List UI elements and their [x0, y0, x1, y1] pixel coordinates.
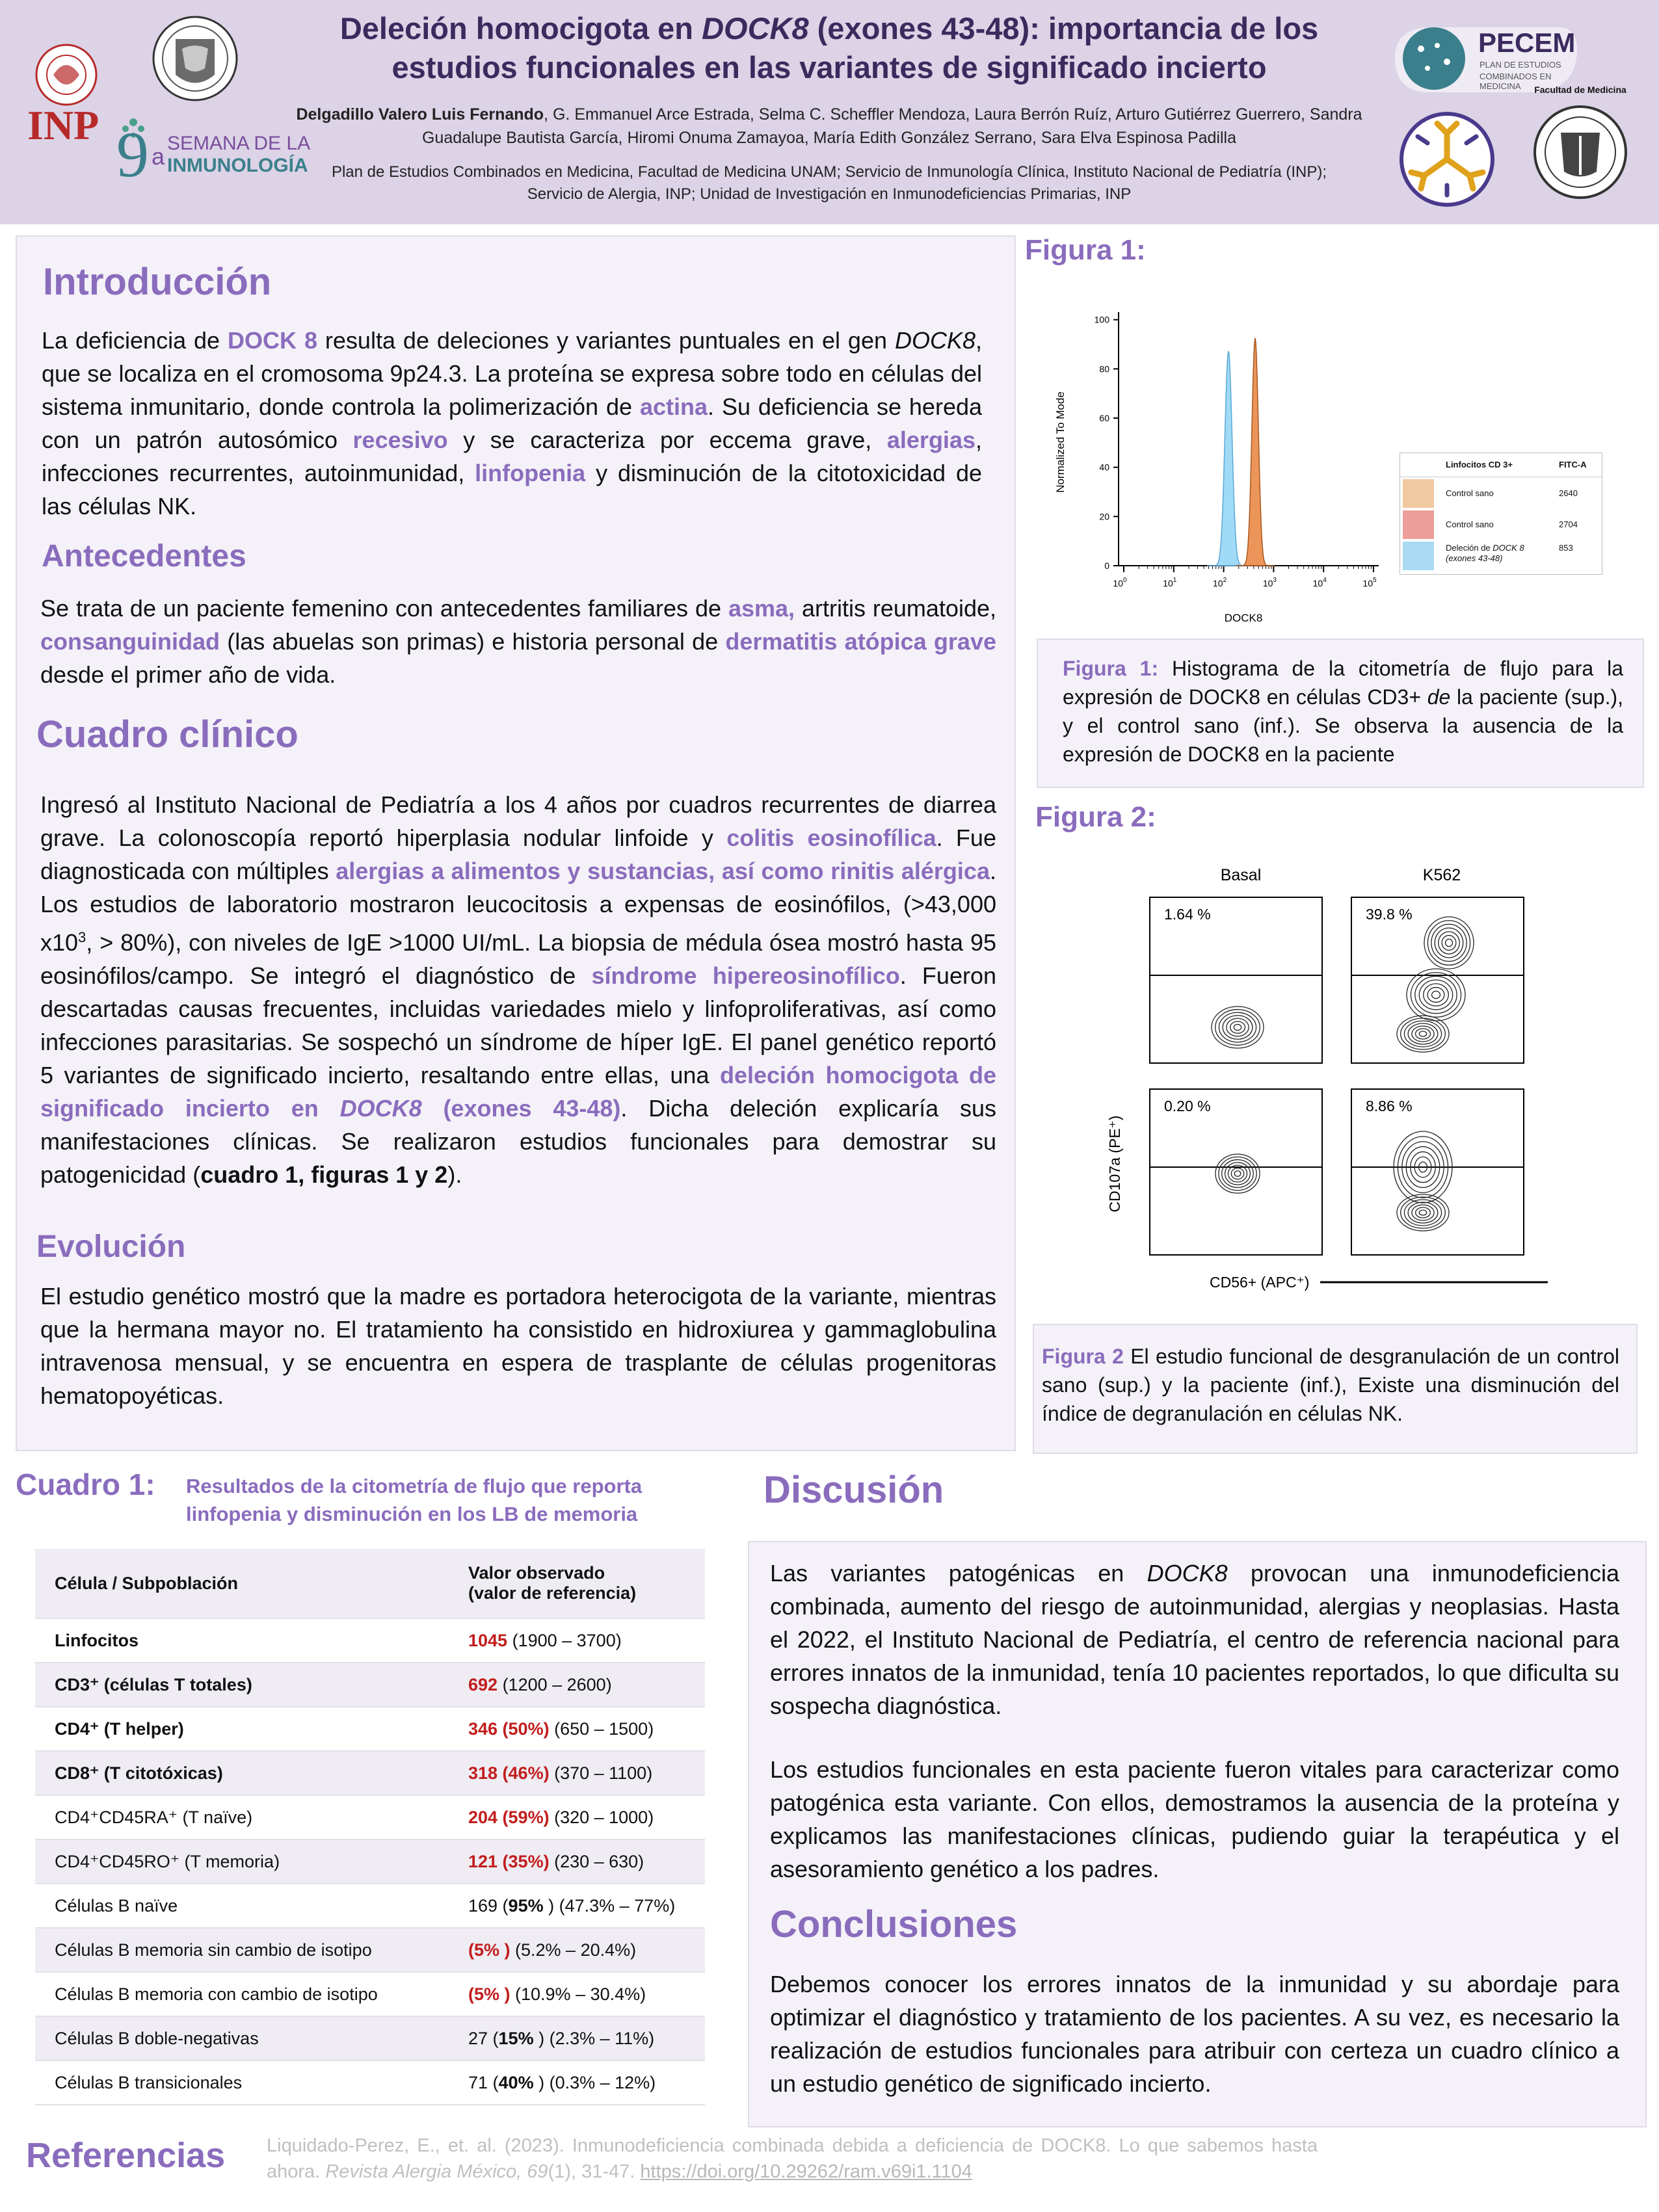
table-cell-population: CD4⁺CD45RA⁺ (T naïve)	[35, 1795, 449, 1839]
table-value-ref: (370 – 1100)	[549, 1763, 653, 1783]
table-value-pre: 71 (	[468, 2072, 499, 2092]
figura1-ytick-label: 60	[1099, 413, 1109, 424]
cuadro1-header-col2-line1: Valor observado	[468, 1563, 605, 1583]
semana-line1: SEMANA DE LA	[167, 133, 311, 154]
table-value-ref: ) (47.3% – 77%)	[543, 1895, 676, 1916]
evolucion-heading: Evolución	[36, 1230, 186, 1264]
table-value-obs: 318 (46%)	[468, 1763, 550, 1783]
introduccion-heading: Introducción	[43, 261, 272, 303]
table-cell-population: Linfocitos	[35, 1618, 449, 1663]
intro-hl-dock8: DOCK 8	[228, 327, 317, 354]
table-cell-value	[449, 1751, 705, 1795]
table-row	[35, 1795, 705, 1839]
table-row	[35, 2016, 705, 2061]
figura1-xtick-label	[1313, 577, 1327, 588]
figura2-panels	[1150, 897, 1524, 1255]
ref-doi-link[interactable]: https://doi.org/10.29262/ram.v69i1.1104	[640, 2161, 972, 2182]
cc-hl-alergias: alergias a alimentos y sustancias, así como rinitis alérgica	[336, 858, 990, 884]
discusion-p2: Los estudios funcionales en esta paciente fueron vitales para caracterizar como patogénica esta variante. Con ellos, demostramos la ausencia de la proteína y explicamos las manifestaciones clínicas, pudiendo guiar la terapéutica y el asesoramiento genético a los padres.	[770, 1756, 1619, 1882]
figura1-caption	[1063, 654, 1623, 769]
figura2-flow-plots	[1106, 858, 1561, 1300]
antibody-circle-icon	[1398, 111, 1496, 208]
ante-hl-consanguinidad: consanguinidad	[40, 628, 220, 655]
legend-label-patient-a: Deleción de	[1446, 543, 1493, 553]
figura1-yticks	[1095, 315, 1119, 571]
disc-p1-t1: Las variantes patogénicas en	[770, 1560, 1147, 1587]
intro-hl-alergias: alergias	[886, 427, 975, 453]
cuadro-clinico-heading: Cuadro clínico	[36, 713, 299, 756]
poster-affiliation: Plan de Estudios Combinados en Medicina, Facultad de Medicina UNAM; Servicio de Inmunología Clínica, Instituto Nacional de Pediatría (INP); Servicio de Alergia, INP; Unidad de Investigación en Inmunodeficiencias Primarias, INP	[331, 163, 1327, 203]
referencia-1	[267, 2133, 1318, 2185]
table-value-mid: 95%	[508, 1895, 544, 1916]
intro-t7: y disminución de la citotoxicidad de las células NK.	[42, 460, 982, 520]
table-value-obs: 346 (50%)	[468, 1718, 550, 1739]
semana-line2: INMUNOLOGÍA	[167, 155, 308, 176]
figura2-ylabel: CD107a (PE⁺)	[1106, 1115, 1123, 1213]
legend-value-control2: 2704	[1559, 520, 1578, 529]
table-value-mid: 40%	[498, 2072, 534, 2092]
other-authors: , G. Emmanuel Arce Estrada, Selma C. Scheffler Mendoza, Laura Berrón Ruíz, Arturo Gutiérrez Guerrero, Sandra Guadalupe Bautista García, Hiromi Onuma Zamayoa, María Edith González Serrano, Sara Elva Espinosa Padilla	[421, 105, 1362, 147]
table-cell-value	[449, 1795, 705, 1839]
cc-t6: . Dicha deleción explicaría sus manifestaciones clínicas. Se realizaron estudios funcionales para demostrar su patogenicidad (	[40, 1095, 996, 1188]
legend-value-patient: 853	[1559, 543, 1573, 553]
figura1-caption-label: Figura 1:	[1063, 657, 1159, 680]
poster-title	[273, 9, 1385, 87]
figura1-xtick-base: 10	[1213, 578, 1223, 588]
ante-t2: artritis reumatoide,	[795, 595, 996, 622]
figura1-xtick-base: 10	[1113, 578, 1124, 588]
intro-t2: resulta de deleciones y variantes puntuales en el gen	[317, 327, 895, 354]
table-value-ref: (10.9% – 30.4%)	[510, 1984, 646, 2004]
figura2-percentage: 39.8 %	[1366, 906, 1413, 923]
figura1-legend	[1400, 453, 1602, 575]
figura1-xtick-base: 10	[1163, 578, 1173, 588]
table-value-pre: 169 (	[468, 1895, 509, 1916]
figura2-caption-text: El estudio funcional de desgranulación de un control sano (sup.) y la paciente (inf.), Existe una disminución del índice de degranulación en células NK.	[1042, 1345, 1619, 1425]
title-gene: DOCK8	[702, 11, 809, 46]
table-value-obs: 692	[468, 1674, 498, 1694]
figura1-xtick-label	[1213, 577, 1227, 588]
ante-t3: (las abuelas son primas) e historia personal de	[220, 628, 726, 655]
pecem-text: PECEM	[1478, 27, 1576, 58]
figura1-ytick-label: 100	[1094, 314, 1109, 325]
legend-label-patient-gene: DOCK 8	[1493, 543, 1524, 553]
table-value-obs: 204 (59%)	[468, 1807, 550, 1827]
table-value-ref: (5.2% – 20.4%)	[510, 1940, 637, 1960]
table-row	[35, 2061, 705, 2105]
intro-hl-linfopenia: linfopenia	[475, 460, 586, 486]
table-row	[35, 1618, 705, 1663]
figura1-xtick-label	[1263, 577, 1277, 588]
figura1-xtick-base: 10	[1312, 578, 1323, 588]
table-cell-value	[449, 1618, 705, 1663]
figura1-xtick-exp: 2	[1223, 577, 1227, 584]
table-cell-population: Células B naïve	[35, 1884, 449, 1928]
intro-hl-recesivo: recesivo	[352, 427, 448, 453]
discusion-p1	[770, 1557, 1619, 1722]
disc-p1-t2: provocan una inmunodeficiencia combinada, aumento del riesgo de autoinmunidad, alergias y neoplasias. Hasta el 2022, el Instituto Nacional de Pediatría, el centro de referencia nacional para errores innatos de la inmunidad, tenía 10 pacientes reportados, lo que dificulta su sospecha diagnóstica.	[770, 1560, 1619, 1719]
table-row	[35, 1972, 705, 2016]
cc-hl-exones: (exones 43-48)	[421, 1095, 621, 1122]
inp-logo-text: INP	[27, 102, 100, 148]
cc-t5: . Fueron descartadas causas frecuentes, incluidas variedades mielo y linfoproliferativas, así como infecciones parasitarias. Se sospechó un síndrome de híper IgE. El panel genético reportó 5 variantes de significado incierto, resaltando entre ellas, una	[40, 962, 996, 1088]
legend-label-patient-b: (exones 43-48)	[1446, 553, 1503, 563]
cuadro1-table	[35, 1549, 705, 2105]
table-cell-value	[449, 1663, 705, 1707]
cuadro1-label: Cuadro 1:	[16, 1468, 155, 1501]
figura1-xtick-label	[1362, 577, 1377, 588]
table-value-ref: (1200 – 2600)	[498, 1674, 612, 1694]
figura1-xtick-exp: 5	[1373, 577, 1377, 584]
inp-logo	[20, 39, 114, 148]
figura1-ylabel: Normalized To Mode	[1054, 391, 1067, 493]
figura2-label: Figura 2:	[1035, 801, 1156, 833]
antecedentes-heading: Antecedentes	[42, 539, 246, 573]
table-row	[35, 1663, 705, 1707]
figura2-col2-label: K562	[1422, 866, 1461, 884]
legend-swatch-patient	[1403, 542, 1434, 570]
ref-t1: Liquidado-Perez, E., et. al. (2023). Inmunodeficiencia combinada debida a deficiencia de DOCK8. Lo que sabemos hasta ahora.	[267, 2135, 1318, 2182]
figura1-xtick-exp: 0	[1123, 577, 1127, 584]
intro-t1: La deficiencia de	[42, 327, 228, 354]
legend-label-patient	[1446, 543, 1524, 564]
cc-t2: . Fue diagnosticada con múltiples	[40, 824, 996, 884]
table-value-ref: ) (0.3% – 12%)	[533, 2072, 656, 2092]
title-part1: Deleción homocigota en	[339, 11, 702, 46]
table-value-obs: (5% )	[468, 1984, 511, 2004]
poster-authors	[286, 103, 1372, 150]
table-value-mid: 15%	[498, 2028, 534, 2048]
table-cell-population: CD3⁺ (células T totales)	[35, 1663, 449, 1707]
intro-gene: DOCK8	[894, 327, 975, 354]
table-cell-value	[449, 1707, 705, 1751]
cc-hl-gene: DOCK8	[339, 1095, 422, 1122]
table-cell-population: Células B memoria con cambio de isotipo	[35, 1972, 449, 2016]
legend-swatch-control1	[1403, 479, 1434, 508]
table-cell-population: CD4⁺ (T helper)	[35, 1707, 449, 1751]
facultad-medicina-logo	[1515, 85, 1645, 215]
figura1-xtick-exp: 4	[1323, 577, 1327, 584]
table-row	[35, 1928, 705, 1972]
figura2-caption	[1042, 1342, 1619, 1428]
table-cell-value	[449, 2016, 705, 2061]
table-value-ref: (650 – 1500)	[549, 1718, 654, 1739]
figura1-caption-t1: Histograma de la citometría de flujo para la expresión de DOCK8 en células CD3+	[1063, 657, 1624, 709]
figura1-control-histogram	[1236, 338, 1275, 566]
cc-sup: 3	[78, 929, 86, 945]
unam-shield-icon	[150, 13, 241, 111]
figura1-xtick-base: 10	[1262, 578, 1273, 588]
cuadro1-header-col2	[449, 1549, 705, 1618]
cc-t3: . Los estudios de laboratorio mostraron leucocitosis a expensas de eosinófilos, (>43,000 x10	[40, 858, 996, 956]
table-row	[35, 1751, 705, 1795]
figura1-xlabel: DOCK8	[1224, 612, 1263, 624]
figura1-ytick-label: 0	[1104, 560, 1109, 571]
figura2-panel	[1150, 1089, 1322, 1255]
introduccion-text	[42, 324, 982, 523]
figura1-xtick-label	[1163, 577, 1177, 588]
referencias-heading: Referencias	[26, 2136, 226, 2175]
intro-t6: , infecciones recurrentes, autoinmunidad,	[42, 427, 982, 486]
figura1-legend-header2: FITC-A	[1559, 460, 1587, 469]
cc-hl-sindrome: síndrome hipereosinofílico	[591, 962, 900, 989]
figura1-ytick-label: 40	[1099, 462, 1109, 473]
table-cell-population: CD8⁺ (T citotóxicas)	[35, 1751, 449, 1795]
figura1-caption-t2: la paciente (sup.), y el control sano (inf.). Se observa la ausencia de la expresión de DOCK8 en la paciente	[1063, 685, 1623, 766]
legend-swatch-control2	[1403, 510, 1434, 539]
table-cell-value	[449, 1972, 705, 2016]
figura2-xlabel: CD56+ (APC⁺)	[1210, 1274, 1310, 1291]
table-cell-population: Células B memoria sin cambio de isotipo	[35, 1928, 449, 1972]
figura2-percentage: 8.86 %	[1366, 1098, 1413, 1114]
figura2-percentage: 0.20 %	[1164, 1098, 1211, 1114]
ante-t4: desde el primer año de vida.	[40, 661, 336, 688]
discusion-heading: Discusión	[763, 1469, 944, 1511]
figura1-xtick-label	[1113, 577, 1127, 588]
cc-hl-colitis: colitis eosinofílica	[726, 824, 936, 851]
figura1-label: Figura 1:	[1025, 234, 1146, 266]
ante-hl-dermatitis: dermatitis atópica grave	[725, 628, 996, 655]
disc-p1-gene: DOCK8	[1147, 1560, 1228, 1587]
table-value-obs: 121 (35%)	[468, 1851, 550, 1871]
legend-value-control1: 2640	[1559, 488, 1578, 498]
cuadro1-header-row	[35, 1549, 705, 1618]
table-value-ref: (230 – 630)	[549, 1851, 644, 1871]
table-row	[35, 1884, 705, 1928]
cc-t4: , > 80%), con niveles de IgE >1000 UI/mL. La biopsia de médula ósea mostró hasta 95 eosinófilos/campo. Se integró el diagnóstico de	[40, 929, 996, 989]
intro-t5: y se caracteriza por eccema grave,	[447, 427, 887, 453]
table-value-ref: (320 – 1000)	[549, 1807, 654, 1827]
cuadro-clinico-text	[40, 788, 996, 1191]
cuadro1-header-col2-line2: (valor de referencia)	[468, 1583, 637, 1603]
table-cell-population: CD4⁺CD45RO⁺ (T memoria)	[35, 1839, 449, 1884]
semana-suffix: a	[152, 143, 165, 170]
table-value-pre: 27 (	[468, 2028, 499, 2048]
figura2-col1-label: Basal	[1220, 866, 1262, 884]
figura1-ytick-label: 20	[1099, 511, 1109, 522]
table-value-obs: (5% )	[468, 1940, 511, 1960]
title-part2: (exones 43-48): importancia de los estudios funcionales en las variantes de significado incierto	[392, 11, 1319, 85]
ref-t2: (1), 31-47.	[548, 2161, 641, 2182]
figura1-xticks	[1113, 566, 1377, 588]
legend-label-control1: Control sano	[1446, 488, 1494, 498]
table-cell-value	[449, 1928, 705, 1972]
facultad-shield-icon	[1515, 100, 1645, 211]
table-cell-value	[449, 1884, 705, 1928]
cuadro1-table-wrap	[35, 1549, 705, 2105]
figura1-legend-header1: Linfocitos CD 3+	[1446, 460, 1513, 469]
conclusiones-heading: Conclusiones	[770, 1903, 1018, 1945]
table-value-ref: ) (2.3% – 11%)	[533, 2028, 655, 2048]
pecem-sub1: PLAN DE ESTUDIOS	[1480, 60, 1561, 70]
figura1-caption-de: de	[1427, 685, 1451, 709]
table-value-obs: 1045	[468, 1630, 508, 1650]
figura1-xtick-exp: 3	[1273, 577, 1277, 584]
legend-label-control2: Control sano	[1446, 520, 1494, 529]
immunology-circle-logo	[1398, 111, 1496, 208]
cc-t1: Ingresó al Instituto Nacional de Pediatría a los 4 años por cuadros recurrentes de diarrea grave. La colonoscopía reportó hiperplasia nodular linfoide y	[40, 791, 996, 851]
facultad-text: Facultad de Medicina	[1534, 85, 1626, 95]
table-cell-population: Células B transicionales	[35, 2061, 449, 2105]
antecedentes-text	[40, 592, 996, 691]
figura1-xtick-exp: 1	[1173, 577, 1177, 584]
cc-bold-ref: cuadro 1, figuras 1 y 2	[200, 1161, 448, 1188]
semana-number: 9	[116, 118, 149, 191]
evolucion-text: El estudio genético mostró que la madre es portadora heterocigota de la variante, mientras que la hermana mayor no. El tratamiento ha consistido en hidroxiurea y gammaglobulina intravenosa mensual, y se encuentra en espera de trasplante de células progenitoras hematopoyéticas.	[40, 1283, 996, 1409]
intro-t3: , que se localiza en el cromosoma 9p24.3. La proteína se expresa sobre todo en células del sistema inmunitario, donde controla la polimerización de	[42, 327, 982, 420]
table-row	[35, 1839, 705, 1884]
semana-inmunologia-logo	[114, 117, 309, 189]
ref-journal: Revista Alergia México,	[325, 2161, 522, 2182]
intro-t4: . Su deficiencia se hereda con un patrón autosómico	[42, 393, 983, 453]
figura2-caption-label: Figura 2	[1042, 1345, 1124, 1368]
table-value-ref: (1900 – 3700)	[507, 1630, 622, 1650]
conclusiones-text: Debemos conocer los errores innatos de la inmunidad y su abordaje para optimizar el diagnóstico y tratamiento de los pacientes. A su vez, es necesario la realización de estudios funcionales para atribuir con certeza un cuadro clínico a un estudio genético de significado incierto.	[770, 1971, 1619, 2097]
table-row	[35, 1707, 705, 1751]
figura1-patient-histogram	[1207, 351, 1250, 566]
cuadro1-title: Resultados de la citometría de flujo que reporta linfopenia y disminución en los LB de memoria	[186, 1475, 643, 1525]
figura1-xtick-base: 10	[1362, 578, 1374, 588]
ante-t1: Se trata de un paciente femenino con antecedentes familiares de	[40, 595, 728, 622]
cuadro1-header-col1: Célula / Subpoblación	[35, 1549, 449, 1618]
ref-vol: 69	[522, 2161, 548, 2182]
unam-shield-logo	[150, 13, 241, 111]
first-author: Delgadillo Valero Luis Fernando	[296, 105, 544, 124]
figura2-panel	[1351, 1089, 1524, 1255]
figura2-percentage: 1.64 %	[1164, 906, 1211, 923]
figura1-ytick-label: 80	[1099, 363, 1109, 375]
table-cell-value	[449, 1839, 705, 1884]
table-cell-value	[449, 2061, 705, 2105]
cc-t7: ).	[447, 1161, 462, 1188]
figura2-panel	[1351, 897, 1524, 1063]
pecem-sub2: COMBINADOS EN MEDICINA	[1480, 72, 1552, 91]
figura2-panel	[1150, 897, 1322, 1063]
ante-hl-asma: asma,	[728, 595, 795, 622]
table-cell-population: Células B doble-negativas	[35, 2016, 449, 2061]
intro-hl-actina: actina	[639, 393, 708, 420]
cc-hl-delecion: deleción homocigota de significado incierto en	[40, 1062, 996, 1122]
